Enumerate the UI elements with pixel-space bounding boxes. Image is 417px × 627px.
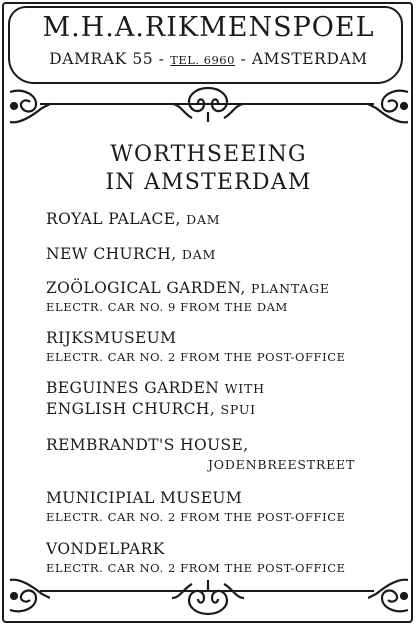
city-name: - AMSTERDAM [240,50,368,68]
top-right-ornament-icon [368,86,412,126]
telephone-number: TEL. 6960 [170,53,235,67]
sight-zoological-garden: ZOÖLOGICAL GARDEN, PLANTAGE [46,279,330,297]
bottom-left-ornament-icon [6,576,50,616]
bottom-right-ornament-icon [368,576,412,616]
sight-beguines-garden: BEGUINES GARDEN WITH [46,379,265,397]
sight-vondelpark-note: ELECTR. CAR NO. 2 FROM THE POST-OFFICE [46,561,346,575]
sight-new-church: NEW CHURCH, DAM [46,245,217,263]
sight-municipal-museum: MUNICIPIAL MUSEUM [46,489,243,507]
heading-line-2: IN AMSTERDAM [105,170,312,195]
sight-rembrandts-house-street: JODENBREESTREET [208,457,356,472]
sight-municipal-museum-note: ELECTR. CAR NO. 2 FROM THE POST-OFFICE [46,510,346,524]
sight-royal-palace: ROYAL PALACE, DAM [46,210,221,228]
address-line [0,50,417,68]
sight-english-church: ENGLISH CHURCH, SPUI [46,400,256,418]
sight-vondelpark: VONDELPARK [46,540,165,558]
shop-name: M.H.A.RIKMENSPOEL [42,12,375,43]
sight-zoological-garden-note: ELECTR. CAR NO. 9 FROM THE DAM [46,300,288,314]
sight-rijksmuseum: RIJKSMUSEUM [46,329,177,347]
top-left-ornament-icon [6,86,50,126]
bottom-center-ornament-icon [168,578,248,618]
sight-rijksmuseum-note: ELECTR. CAR NO. 2 FROM THE POST-OFFICE [46,350,346,364]
top-center-ornament-icon [168,84,248,124]
sight-rembrandts-house: REMBRANDT'S HOUSE, [46,436,249,454]
street-address: DAMRAK 55 - [49,50,165,68]
heading-line-1: WORTHSEEING [110,142,307,167]
